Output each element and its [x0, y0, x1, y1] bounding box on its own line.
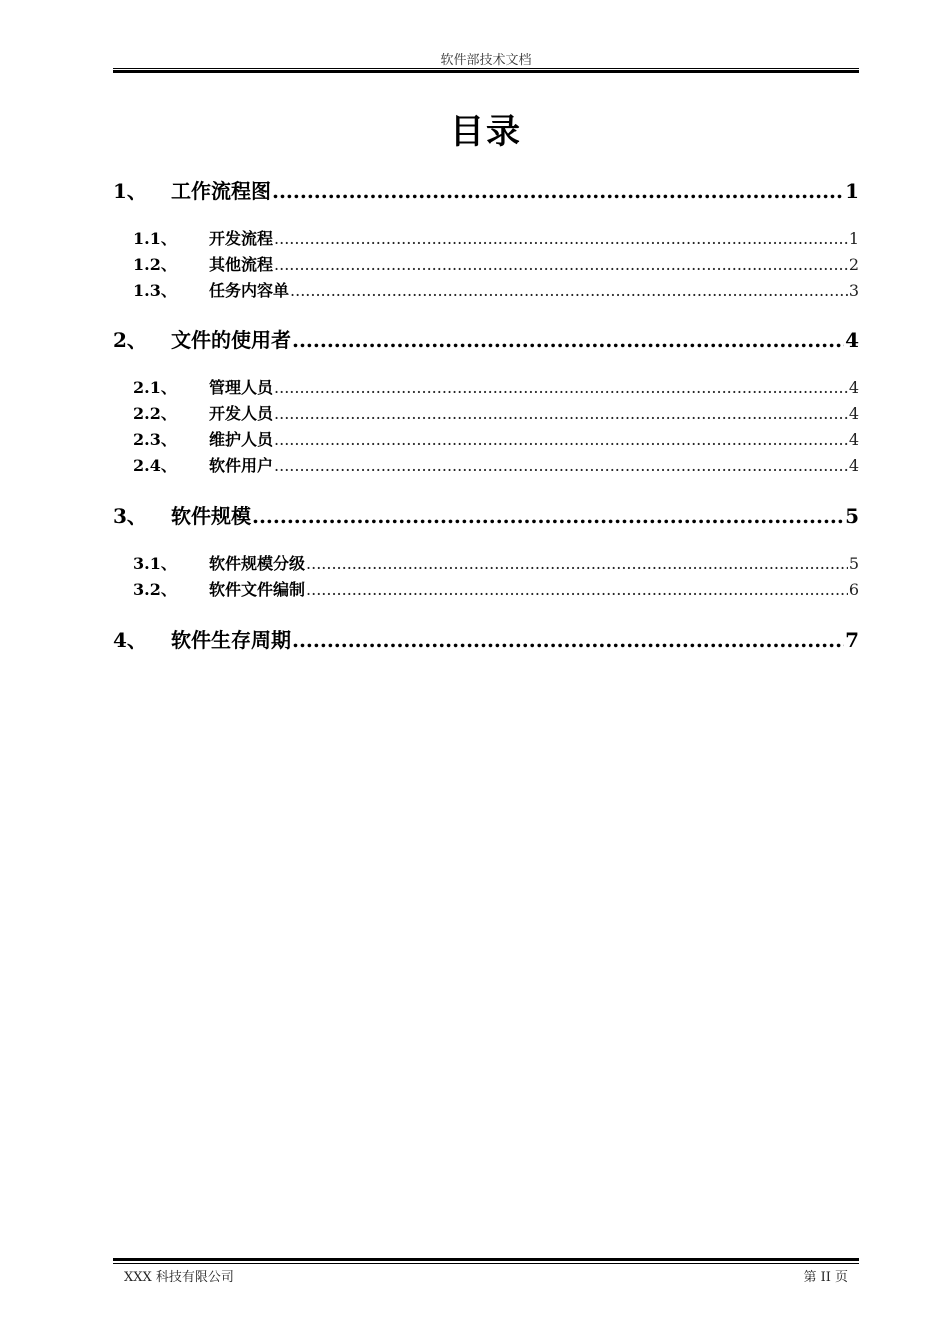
- toc-label: 软件文件编制: [209, 580, 306, 599]
- toc-label: 管理人员: [209, 378, 274, 397]
- toc-number: 1.3、: [133, 281, 177, 300]
- toc-leader: [306, 554, 848, 573]
- toc-label: 文件的使用者: [171, 328, 291, 352]
- toc-entry-3-2[interactable]: [113, 577, 859, 600]
- toc-leader: [290, 281, 848, 300]
- toc-label: 任务内容单: [209, 281, 290, 300]
- toc-number: 1、: [113, 179, 147, 203]
- toc-label: 软件规模: [171, 504, 251, 528]
- toc-entry-2-3[interactable]: [113, 427, 859, 450]
- toc-leader: [274, 255, 848, 274]
- toc-entry-2-2[interactable]: [113, 401, 859, 424]
- toc-label: 软件规模分级: [209, 554, 306, 573]
- toc-entry-1-3[interactable]: [113, 278, 859, 301]
- toc-leader: [292, 328, 844, 352]
- toc-number: 1.1、: [133, 229, 177, 248]
- toc-leader: [274, 378, 848, 397]
- toc-page: 7: [845, 628, 859, 652]
- toc-page: 4: [848, 404, 859, 423]
- toc-page: 6: [848, 580, 859, 599]
- toc-entry-1-1[interactable]: [113, 226, 859, 249]
- toc-number: 3、: [113, 504, 147, 528]
- toc-leader: [252, 504, 844, 528]
- toc-leader: [272, 179, 844, 203]
- toc-leader: [274, 456, 848, 475]
- toc-page: 5: [845, 504, 859, 528]
- toc-label: 软件用户: [209, 456, 274, 475]
- toc-label: 工作流程图: [171, 179, 271, 203]
- toc-leader: [274, 430, 848, 449]
- toc-entry-4[interactable]: [113, 624, 859, 653]
- toc-leader: [292, 628, 844, 652]
- toc-leader: [274, 229, 848, 248]
- footer-rule-thin: [113, 1263, 859, 1264]
- footer-page-number: 第 II 页: [803, 1270, 848, 1285]
- toc-entry-3-1[interactable]: [113, 551, 859, 574]
- page-title: 目录: [450, 112, 522, 152]
- header-rule-thin: [113, 68, 859, 69]
- toc-number: 3.1、: [133, 554, 177, 573]
- toc-page: 1: [845, 179, 859, 203]
- toc-page: 4: [848, 456, 859, 475]
- toc-number: 2、: [113, 328, 147, 352]
- toc-leader: [306, 580, 848, 599]
- toc-label: 维护人员: [209, 430, 274, 449]
- toc-label: 软件生存周期: [171, 628, 291, 652]
- toc-entry-1-2[interactable]: [113, 252, 859, 275]
- toc-number: 2.2、: [133, 404, 177, 423]
- toc-entry-2[interactable]: [113, 324, 859, 353]
- toc-label: 开发人员: [209, 404, 274, 423]
- toc-page: 2: [848, 255, 859, 274]
- toc-number: 2.3、: [133, 430, 177, 449]
- footer-rule-thick: [113, 1258, 859, 1261]
- toc-entry-2-4[interactable]: [113, 453, 859, 476]
- toc-leader: [274, 404, 848, 423]
- toc-entry-3[interactable]: [113, 500, 859, 529]
- toc-label: 其他流程: [209, 255, 274, 274]
- toc-page: 1: [848, 229, 859, 248]
- toc-number: 3.2、: [133, 580, 177, 599]
- toc-page: 4: [845, 328, 859, 352]
- toc-number: 2.4、: [133, 456, 177, 475]
- toc-page: 5: [848, 554, 859, 573]
- toc-page: 3: [848, 281, 859, 300]
- toc-label: 开发流程: [209, 229, 274, 248]
- toc-page: 4: [848, 378, 859, 397]
- toc-entry-2-1[interactable]: [113, 375, 859, 398]
- toc-number: 2.1、: [133, 378, 177, 397]
- toc-number: 1.2、: [133, 255, 177, 274]
- footer-company: XXX 科技有限公司: [124, 1270, 234, 1285]
- toc-page: 4: [848, 430, 859, 449]
- toc-number: 4、: [113, 628, 147, 652]
- header-rule-thick: [113, 70, 859, 73]
- toc-entry-1[interactable]: [113, 175, 859, 204]
- header-title: 软件部技术文档: [440, 53, 532, 68]
